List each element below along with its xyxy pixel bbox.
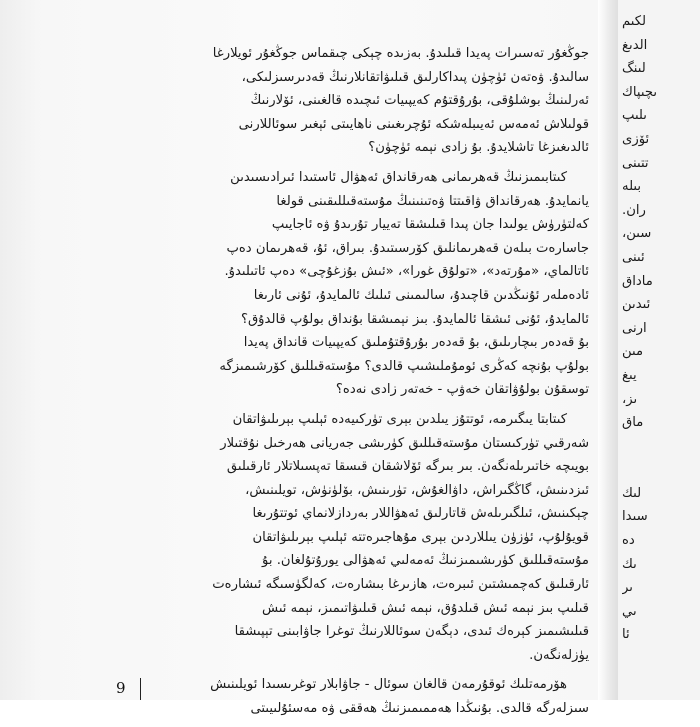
text-line: بويىچە خاتىرىلەنگەن. بىر بىرگە ئۆلاشقان قىسقا تەپسىلاتلار ئارقىلىق (226, 459, 589, 475)
text-line: يانمايدۇ. ھەرقانداق ۋاقىتتا ۋەتىنىنىڭ مۇستەقىللىقىنى قولغا (276, 193, 589, 209)
text-line: قويۇلۇپ، ئۈزۈن يىللاردىن بېرى مۇھاجىرەتتە ئېلىپ بېرىلىۋاتقان (252, 529, 589, 545)
text-line: شەرقىي تۈركىستان مۇستەقىللىق كۈرىشى جەريانى ھەرخىل نۇقتىلار (220, 435, 589, 451)
text-fragment: ىر (622, 580, 633, 596)
text-line: ئالدىغىزغا تاشلايدۇ. بۇ زادى نېمە ئۈچۈن؟ (368, 140, 589, 156)
text-fragment: ئا (622, 627, 630, 643)
text-line: جوڭغۇر تەسىرات پەيدا قىلىدۇ. بەزىدە چېكى چىقماس جوڭغۇر ئويلارغا (212, 46, 589, 61)
text-fragment: بىلە (622, 179, 642, 195)
text-fragment: لكىم (622, 14, 647, 29)
text-fragment: ماق (622, 415, 644, 431)
text-line: چېكىنىش، ئىلگىرىلەش قاتارلىق ئەھۋاللار بەردازلانماي ئوتتۇرىغا (252, 506, 589, 522)
text-fragment: ىز، (622, 391, 638, 407)
text-line: سالىدۇ. ۋەتەن ئۈچۈن پىداكارلىق قىلىۋاتقانلارنىڭ قەدىرسىزلىكى، (241, 69, 589, 85)
text-line: كىتابىمىزنىڭ قەھرىمانى ھەرقانداق ئەھۋال ئاستىدا ئىرادىسىدىن (230, 169, 567, 185)
paragraph-3 (143, 408, 589, 668)
text-fragment: الدىغ (622, 37, 648, 53)
text-fragment: مىن (622, 344, 644, 360)
text-line: ئەرلىنىڭ بوشلۇقى، بۇرۇقتۇم كەيپىيات ئىچىدە قالغىنى، ئۆلارنىڭ (250, 93, 589, 109)
text-fragment: لىك (622, 485, 642, 501)
text-line: قولىلاش ئەمەس ئەيىبلەشكە ئۇچرىغىنى ناھايىتى ئېغىر سوئاللارنى (238, 116, 589, 132)
page-number: 9 (116, 679, 126, 697)
text-line: جاسارەت بىلەن قەھرىمانلىق كۆرسىتىدۇ. بىراق، ئۇ، قەھرىمان دەپ (226, 240, 589, 256)
text-fragment: ماداق (622, 273, 653, 289)
text-line: كىتابتا يىگىرمە، ئوتتۇز يىلدىن بېرى تۈركىيەدە ئېلىپ بېرىلىۋاتقان (232, 411, 567, 427)
text-line: بۇ قەدەر بىچارىلىق، بۇ قەدەر بۇرۇقتۇملىق كەيپىيات قانداق پەيدا (243, 335, 589, 351)
text-fragment: ىچىپاك (622, 84, 658, 100)
page-number-divider (140, 678, 141, 700)
left-page-text (143, 42, 589, 727)
text-fragment: ران. (622, 202, 646, 218)
text-line: قىلىشىمىز كېرەك ئىدى، دېگەن سوئاللارنىڭ توغرا جاۋابىنى تېپىشقا (234, 624, 589, 640)
text-fragment: ئۆزى (622, 131, 650, 147)
text-line: ئاتالماي، «مۇرتەد»، «تولۇق غورا»، «ئىش بۇزغۇچى» دەپ ئاتىلىدۇ. (224, 264, 589, 280)
text-fragment: تتىنى (622, 155, 649, 171)
text-fragment: لىنگ (622, 61, 646, 77)
text-line: توسقۇن بولۇۋاتقان خەۋپ - خەتەر زادى نەدە؟ (335, 382, 589, 398)
text-line: ئىزدىنىش، گاڭگىراش، داۋالغۇش، تۈرىنىش، بۆلۈنۈش، تويلىنىش، (245, 482, 589, 498)
text-fragment: ىلىپ (622, 108, 647, 124)
text-fragment (622, 435, 700, 459)
text-line: بولۇپ بۇنچە كەڭرى ئومۇملىشىپ قالدى؟ مۇستەقىللىق كۆرشىمىزگە (219, 358, 589, 374)
right-page-cut-off-text (622, 10, 700, 647)
text-line: قىلىپ بىز نېمە ئىش قىلدۇق، نېمە ئىش قىلىۋاتىمىز، نېمە ئىش (262, 600, 589, 616)
text-fragment (622, 458, 700, 482)
paragraph-2 (143, 166, 589, 402)
text-fragment: ىك (622, 556, 637, 572)
text-line: ئارقىلىق كەچمىشتىن ئىبرەت، ھازىرغا بىشارەت، كەلگۈسىگە ئىشارەت (212, 577, 589, 593)
text-line: سىزلەرگە قالدى. بۇنىڭدا ھەممىمىزنىڭ ھەققى ۋە مەسئۇلىيىتى (250, 701, 589, 717)
text-fragment: سىن، (622, 226, 652, 242)
text-line: مۇستەقىللىق كۈرىشىمىزنىڭ ئەمەلىي ئەھۋالى يورۇتۇلغان. بۇ (262, 553, 589, 569)
paragraph-1 (143, 42, 589, 160)
text-fragment: ئىنى (622, 249, 645, 265)
text-fragment: ىي (622, 603, 637, 619)
text-fragment: دە (622, 533, 635, 549)
text-fragment: يىغ (622, 367, 637, 383)
text-line: ئالمايدۇ، ئۇنى ئىشقا ئالمايدۇ. بىز نېمىشقا بۇنداق بولۇپ قالدۇق؟ (240, 311, 589, 327)
text-line: ھۆرمەتلىك ئوقۇرمەن قالغان سوئال - جاۋابلار توغرىسىدا ئويلىنىش (210, 677, 567, 693)
text-fragment: ئىدىن (622, 297, 651, 313)
text-fragment: ارنى (622, 320, 647, 336)
paragraph-4 (143, 673, 589, 720)
text-line: ئادەملەر ئۇنىڭدىن قاچىدۇ، سالىمىنى ئىلىك ئالمايدۇ، ئۇنى ئارىغا (253, 287, 589, 303)
text-fragment: سىدا (622, 509, 648, 525)
text-line: يۈزلەنگەن. (529, 647, 589, 663)
text-line: كەلتۈرۈش يولىدا جان پىدا قىلىشقا تەييار تۇرىدۇ ۋە ئاجايىپ (271, 217, 589, 233)
